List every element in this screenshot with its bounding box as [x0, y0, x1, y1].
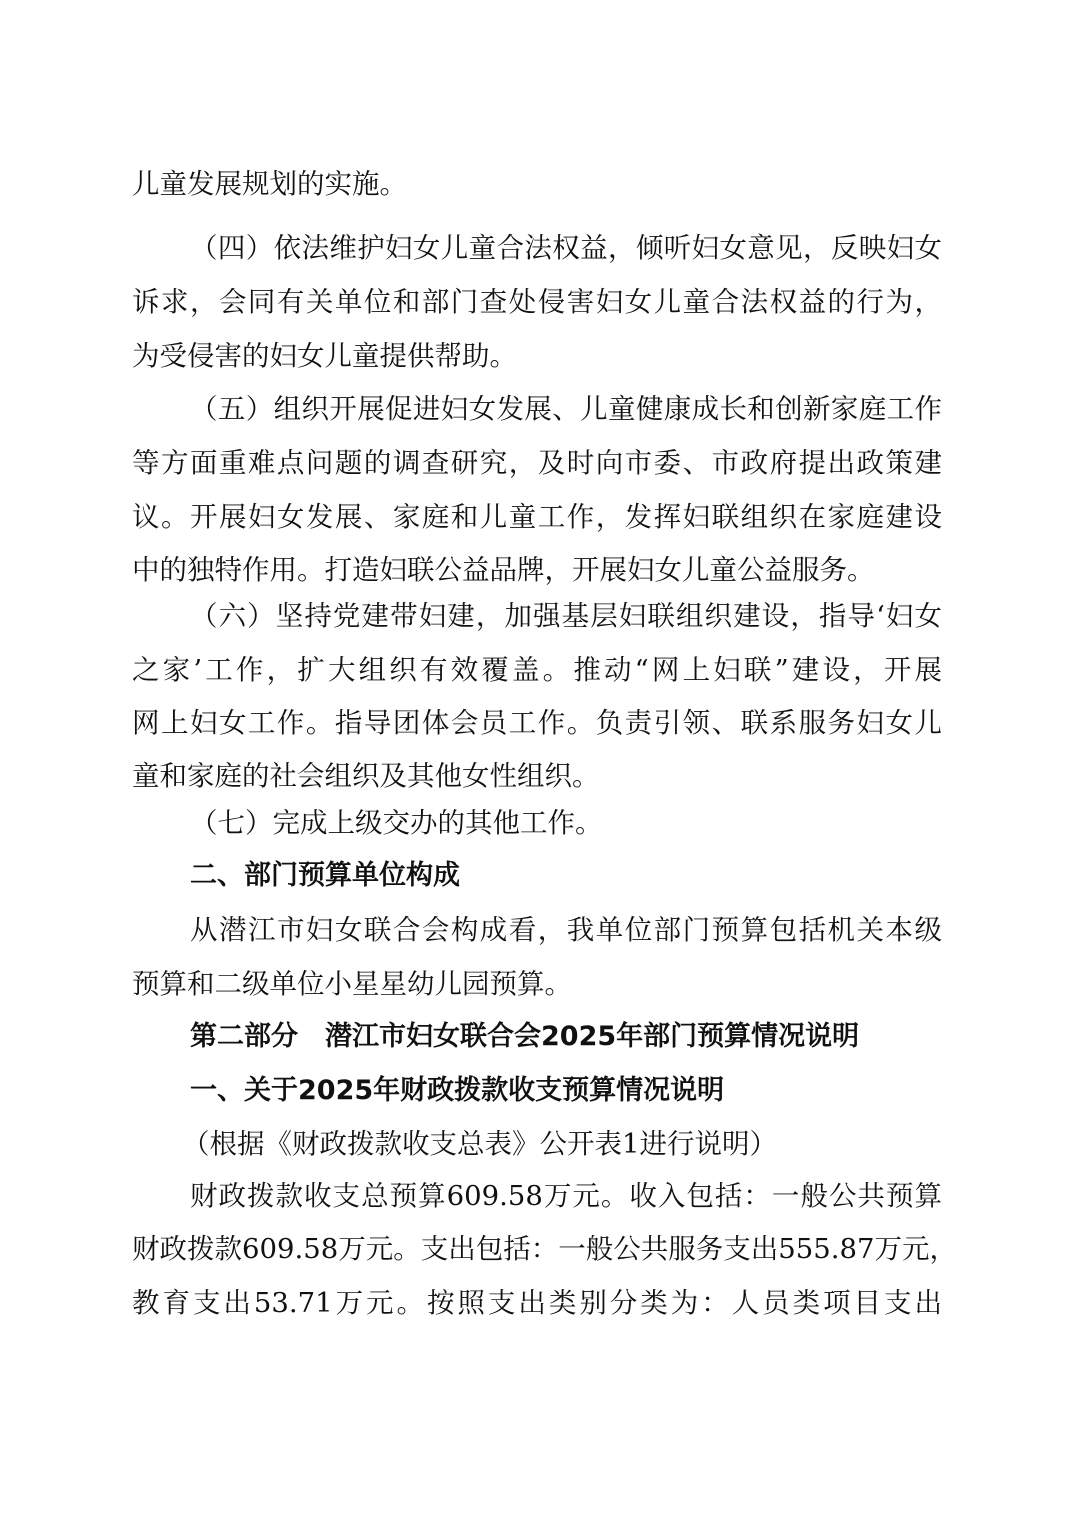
paragraph-line: （七）完成上级交办的其他工作。	[190, 807, 603, 839]
section-heading: 二、部门预算单位构成	[190, 860, 460, 891]
paragraph-line: 财政拨款609.58万元。支出包括：一般公共服务支出555.87万元，	[132, 1233, 957, 1265]
paragraph-line: 诉求，会同有关单位和部门查处侵害妇女儿童合法权益的行为，	[132, 286, 942, 318]
paragraph-line: （五）组织开展促进妇女发展、儿童健康成长和创新家庭工作	[190, 393, 942, 425]
paragraph-line: （六）坚持党建带妇建，加强基层妇联组织建设，指导‘妇女	[190, 600, 942, 632]
section-heading: 一、关于2025年财政拨款收支预算情况说明	[190, 1075, 725, 1106]
paragraph-line: 等方面重难点问题的调查研究，及时向市委、市政府提出政策建	[132, 447, 942, 479]
paragraph-line: 为受侵害的妇女儿童提供帮助。	[132, 340, 517, 372]
paragraph-line: 儿童发展规划的实施。	[132, 168, 407, 200]
paragraph-line: 童和家庭的社会组织及其他女性组织。	[132, 760, 600, 792]
paragraph-line: 议。开展妇女发展、家庭和儿童工作，发挥妇联组织在家庭建设	[132, 501, 942, 533]
paragraph-line: 教育支出53.71万元。按照支出类别分类为：人员类项目支出	[132, 1287, 942, 1319]
paragraph-line: 从潜江市妇女联合会构成看，我单位部门预算包括机关本级	[190, 914, 942, 946]
paragraph-line: 预算和二级单位小星星幼儿园预算。	[132, 968, 572, 1000]
paragraph-line: （四）依法维护妇女儿童合法权益，倾听妇女意见，反映妇女	[190, 232, 942, 264]
part-heading: 第二部分 潜江市妇女联合会2025年部门预算情况说明	[190, 1021, 860, 1052]
paragraph-line: 财政拨款收支总预算609.58万元。收入包括：一般公共预算	[190, 1180, 942, 1212]
paragraph-line: 网上妇女工作。指导团体会员工作。负责引领、联系服务妇女儿	[132, 707, 942, 739]
table-reference-note: （根据《财政拨款收支总表》公开表1进行说明）	[182, 1128, 777, 1160]
paragraph-line: 中的独特作用。打造妇联公益品牌，开展妇女儿童公益服务。	[132, 554, 875, 586]
paragraph-line: 之家’工作，扩大组织有效覆盖。推动“网上妇联”建设，开展	[132, 654, 942, 686]
